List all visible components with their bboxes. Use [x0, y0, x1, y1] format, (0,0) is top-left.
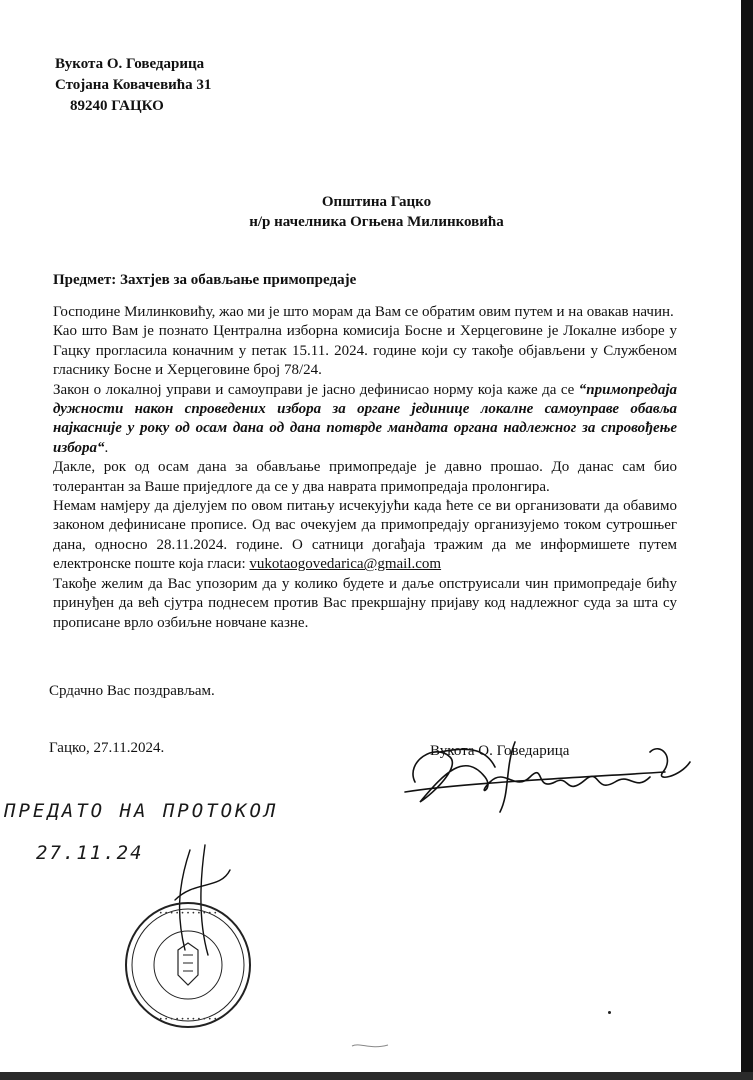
paragraph-6: Такође желим да Вас упозорим да у колико будете и даље опструисали чин примопредаје бићу принуђен да већ сјутра поднесем против Вас прекршајну пријаву код надлежног суда за шта су прописане врло озбиљне новчане казне.: [53, 575, 677, 631]
paragraph-4: Дакле, рок од осам дана за обављање примопредаје је давно прошао. До данас сам био толерантан за Ваше приједлоге да се у два наврата примопредаја пролонгира.: [53, 459, 677, 495]
law-quote: “примопредаја дужности након спроведених избора за органе јединице локалне самоуправе обавља најкасније у року од осам дана од дана потврде мандата органа надлежног за спровођење избора“: [53, 381, 677, 456]
handwritten-signature: [395, 722, 695, 822]
paragraph-3-end: .: [104, 439, 109, 456]
svg-text:• • • • • • • • • • •: • • • • • • • • • • •: [158, 1016, 218, 1023]
paragraph-1: Господине Милинковићу, жао ми је што морам да Вам се обратим овим путем и на овакав начин.: [53, 304, 674, 320]
municipal-stamp: [118, 895, 258, 1035]
paragraph-3-intro: Закон о локалној управи и самоуправи је јасно дефинисао норму која каже да се: [53, 381, 579, 398]
recipient-line2: н/р начелника Огњена Милинковића: [249, 214, 504, 230]
handwritten-note-date: 27.11.24: [36, 842, 144, 864]
sender-name: Вукота О. Говедарица: [55, 56, 205, 72]
email-link[interactable]: vukotaogovedarica@gmail.com: [249, 556, 442, 573]
subject-line: Предмет: Захтјев за обављање примопредаје: [53, 272, 357, 288]
recipient-line1: Општина Гацко: [321, 194, 432, 210]
place-date: Гацко, 27.11.2024.: [49, 740, 165, 756]
greeting: Срдачно Вас поздрављам.: [49, 683, 215, 699]
paragraph-3: [53, 381, 677, 459]
ink-dot: [608, 1011, 611, 1014]
paragraph-5-text: Немам намјеру да дјелујем по овом питању исчекујући када ћете се ви организовати да обавимо законом дефинисане прописе. Од вас очекујем да примопредају организујемо током сутрошњег дана, односно 28.11.2024. године. О сатници догађаја тражим да ме информишете путем електронске поште која гласи:: [53, 498, 677, 573]
scan-smudge: [350, 1040, 390, 1052]
sender-address: [55, 54, 211, 117]
paragraph-5: [53, 497, 677, 575]
letter-body: [53, 303, 677, 633]
scan-bottom-edge: [0, 1072, 753, 1080]
handwritten-note-received: ПРЕДАТО НА ПРОТОКОЛ: [4, 800, 279, 822]
sender-street: Стојана Ковачевића 31: [55, 77, 212, 93]
sender-city: 89240 ГАЦКО: [70, 98, 164, 114]
svg-text:• • • • • • • • • • •: • • • • • • • • • • •: [158, 910, 218, 917]
paragraph-2: Као што Вам је познато Централна изборна комисија Босне и Херцеговине је Локалне изборе у Гацку прогласила коначним у петак 15.11. 2024. године који су такође објављени у Службеном гласнику Босне и Херцеговине број 78/24.: [53, 323, 677, 379]
signer-name: Вукота О. Говедарица: [430, 743, 570, 759]
scan-right-edge: [741, 0, 753, 1080]
recipient-block: [0, 192, 753, 232]
